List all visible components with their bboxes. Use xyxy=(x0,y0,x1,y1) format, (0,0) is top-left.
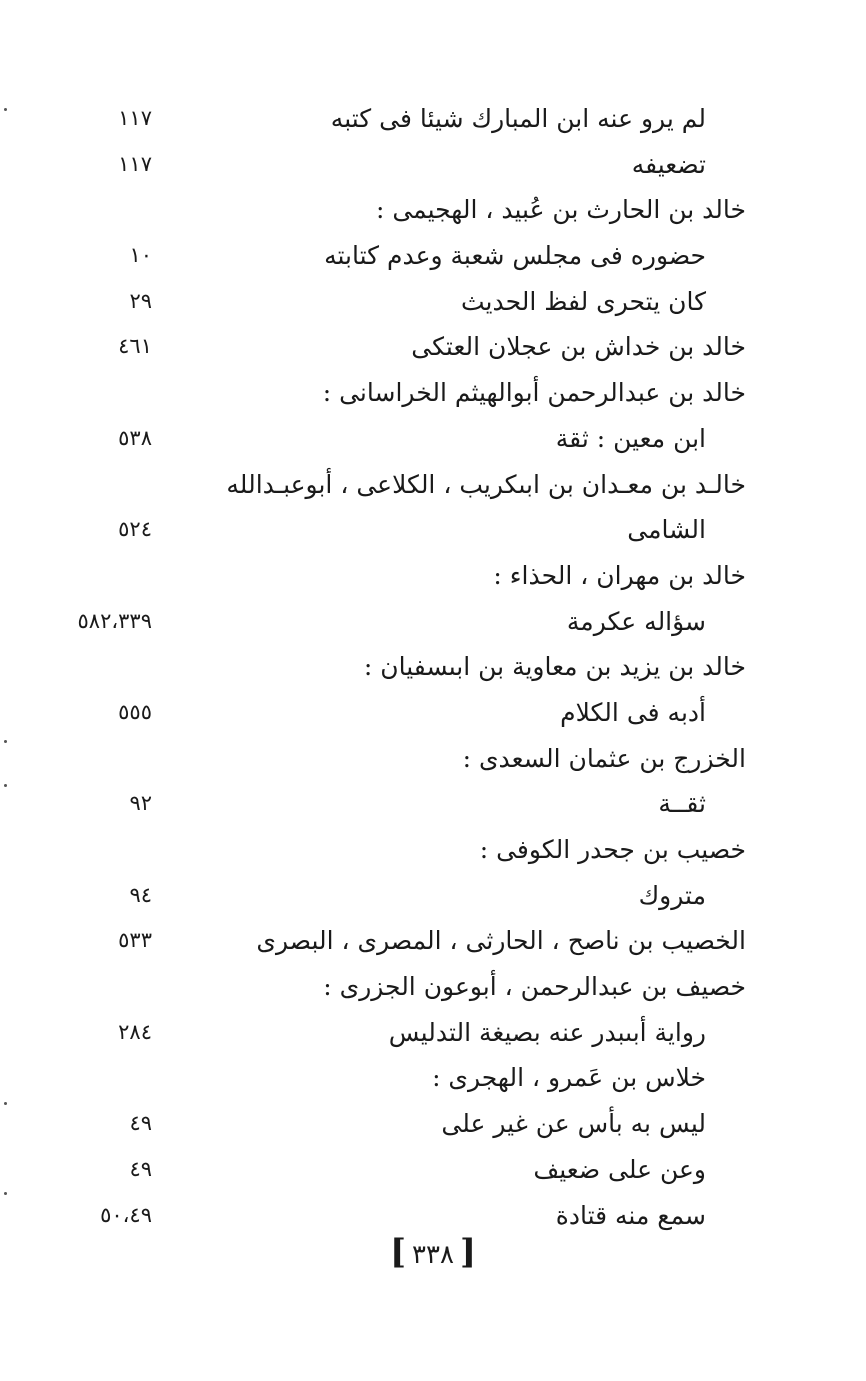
entry-text: كان يتحرى لفظ الحديث xyxy=(460,286,706,316)
index-entry xyxy=(0,1101,866,1147)
index-entry xyxy=(0,1147,866,1193)
entry-text: سمع منه قتادة xyxy=(555,1200,706,1230)
index-entry xyxy=(0,553,866,599)
entry-page-refs: ٩٤ xyxy=(129,882,152,907)
index-entry xyxy=(0,736,866,782)
index-entry xyxy=(0,142,866,188)
index-entry xyxy=(0,416,866,462)
entry-text: لم يرو عنه ابن المبارك شيئا فى كتبه xyxy=(330,104,706,133)
index-entry xyxy=(0,964,866,1010)
entry-text: خالد بن عبدالرحمن أبوالهيثم الخراسانى : xyxy=(322,378,746,408)
entry-text: وعن على ضعيف xyxy=(533,1154,706,1184)
folio-number: ٣٣٨ xyxy=(412,1240,454,1270)
entry-page-refs: ٤٦١ xyxy=(118,334,152,359)
entry-text: خالد بن خداش بن عجلان العتكى xyxy=(411,332,746,362)
entry-text: خلاس بن عَمرو ، الهجرى : xyxy=(432,1063,706,1093)
entry-text: سؤاله عكرمة xyxy=(566,606,706,636)
entry-page-refs: ١١٧ xyxy=(118,106,152,130)
index-entry xyxy=(0,918,866,964)
bracket-right: [ xyxy=(459,1232,477,1272)
entry-text: ثقــة xyxy=(658,789,706,819)
scan-speck xyxy=(4,1192,7,1195)
index-entry xyxy=(0,324,866,370)
index-list xyxy=(0,96,866,1238)
entry-text: الشامى xyxy=(627,515,706,545)
scan-speck xyxy=(4,740,7,743)
index-entry xyxy=(0,507,866,553)
index-entry xyxy=(0,873,866,919)
entry-text: أدبه فى الكلام xyxy=(560,697,706,727)
index-entry xyxy=(0,781,866,827)
entry-text: رواية أبىبدر عنه بصيغة التدليس xyxy=(388,1017,706,1047)
entry-text: خالد بن الحارث بن عُبيد ، الهجيمى : xyxy=(375,195,746,225)
entry-page-refs: ٤٩ xyxy=(129,1156,152,1181)
entry-text: خالـد بن معـدان بن ابىكريب ، الكلاعى ، أبوعبـدالله xyxy=(226,469,746,499)
entry-page-refs: ٩٢ xyxy=(129,791,152,816)
entry-text: تضعيفه xyxy=(631,149,706,179)
entry-text: خالد بن مهران ، الحذاء : xyxy=(493,560,746,590)
index-entry xyxy=(0,370,866,416)
bracket-left: ] xyxy=(389,1232,407,1272)
scan-speck xyxy=(4,784,7,787)
entry-page-refs: ٢٨٤ xyxy=(118,1019,152,1044)
entry-text: الخزرج بن عثمان السعدى : xyxy=(462,743,746,773)
entry-page-refs: ١٠ xyxy=(129,243,152,268)
index-entry xyxy=(0,690,866,736)
index-entry xyxy=(0,233,866,279)
index-entry xyxy=(0,279,866,325)
page-number xyxy=(0,1232,866,1272)
index-entry xyxy=(0,599,866,645)
entry-page-refs: ٥٢٤ xyxy=(118,517,152,542)
entry-text: خصيب بن جحدر الكوفى : xyxy=(479,835,746,864)
scan-speck xyxy=(4,108,7,111)
entry-page-refs: ٢٩ xyxy=(129,288,152,313)
entry-page-refs: ٥٨٢،٣٣٩ xyxy=(77,608,152,633)
entry-text: متروك xyxy=(638,880,706,910)
entry-text: ابن معين : ثقة xyxy=(555,423,706,453)
index-entry xyxy=(0,187,866,233)
entry-text: ليس به بأس عن غير على xyxy=(441,1109,706,1139)
entry-page-refs: ٥٣٨ xyxy=(118,425,152,450)
entry-page-refs: ٥٥٥ xyxy=(118,699,152,724)
entry-page-refs: ٥٣٣ xyxy=(118,928,152,953)
index-entry xyxy=(0,462,866,508)
entry-page-refs: ٤٩ xyxy=(129,1111,152,1136)
entry-text: خصيف بن عبدالرحمن ، أبوعون الجزرى : xyxy=(323,972,746,1002)
entry-page-refs: ٥٠،٤٩ xyxy=(100,1202,152,1227)
index-entry xyxy=(0,1055,866,1101)
entry-text: خالد بن يزيد بن معاوية بن ابىسفيان : xyxy=(363,652,746,682)
entry-page-refs: ١١٧ xyxy=(118,151,152,176)
entry-text: حضوره فى مجلس شعبة وعدم كتابته xyxy=(324,241,706,271)
index-entry xyxy=(0,96,866,142)
scan-speck xyxy=(4,1102,7,1105)
index-entry xyxy=(0,1010,866,1056)
index-entry xyxy=(0,644,866,690)
index-entry xyxy=(0,827,866,873)
entry-text: الخصيب بن ناصح ، الحارثى ، المصرى ، البصرى xyxy=(256,926,746,956)
